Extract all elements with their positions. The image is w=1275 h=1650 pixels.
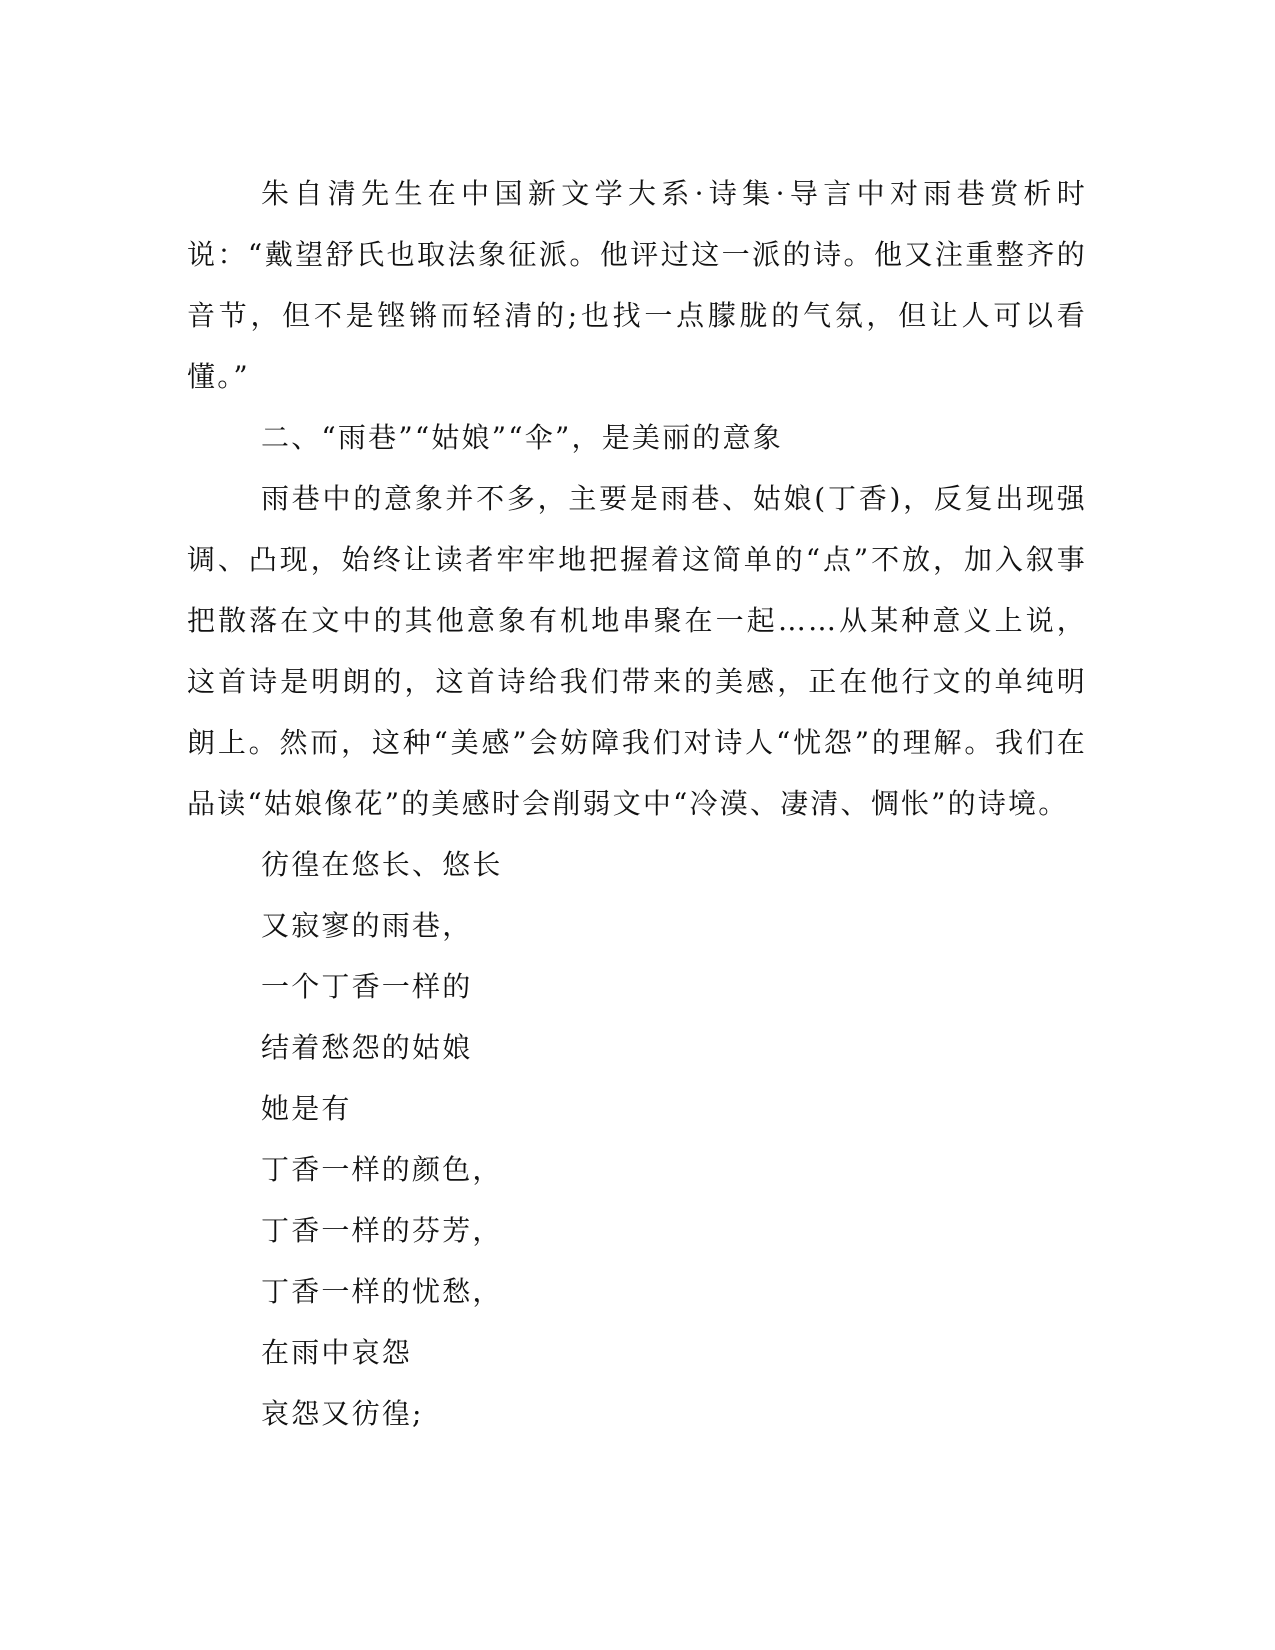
poem-line: 一个丁香一样的 — [261, 970, 473, 1003]
poem-line: 丁香一样的颜色， — [261, 1153, 503, 1186]
poem-line: 彷徨在悠长、悠长 — [261, 848, 503, 881]
poem-line: 她是有 — [261, 1092, 352, 1125]
section-heading: 二、“雨巷”“姑娘”“伞”，是美丽的意象 — [261, 421, 783, 454]
poem-line: 又寂寥的雨巷， — [261, 909, 473, 942]
poem-line: 丁香一样的忧愁， — [261, 1275, 503, 1308]
poem-line: 哀怨又彷徨; — [261, 1397, 424, 1430]
poem-line: 在雨中哀怨 — [261, 1336, 413, 1369]
imagery-paragraph: 雨巷中的意象并不多，主要是雨巷、姑娘(丁香)，反复出现强调、凸现，始终让读者牢牢地把握着这简单的“点”不放，加入叙事把散落在文中的其他意象有机地串聚在一起……从某种意义上说，这首诗是明朗的，这首诗给我们带来的美感，正在他行文的单纯明朗上。然而，这种“美感”会妨障我们对诗人“忧怨”的理解。我们在品读“姑娘像花”的美感时会削弱文中“冷漠、凄清、惆怅”的诗境。 — [187, 482, 1087, 820]
document-body — [187, 163, 1087, 1444]
poem-line: 丁香一样的芬芳， — [261, 1214, 503, 1247]
poem-excerpt — [187, 834, 1087, 1444]
poem-line: 结着愁怨的姑娘 — [261, 1031, 473, 1064]
intro-paragraph: 朱自清先生在中国新文学大系·诗集·导言中对雨巷赏析时说：“戴望舒氏也取法象征派。他评过这一派的诗。他又注重整齐的音节，但不是铿锵而轻清的;也找一点朦胧的气氛，但让人可以看懂。” — [187, 177, 1087, 393]
